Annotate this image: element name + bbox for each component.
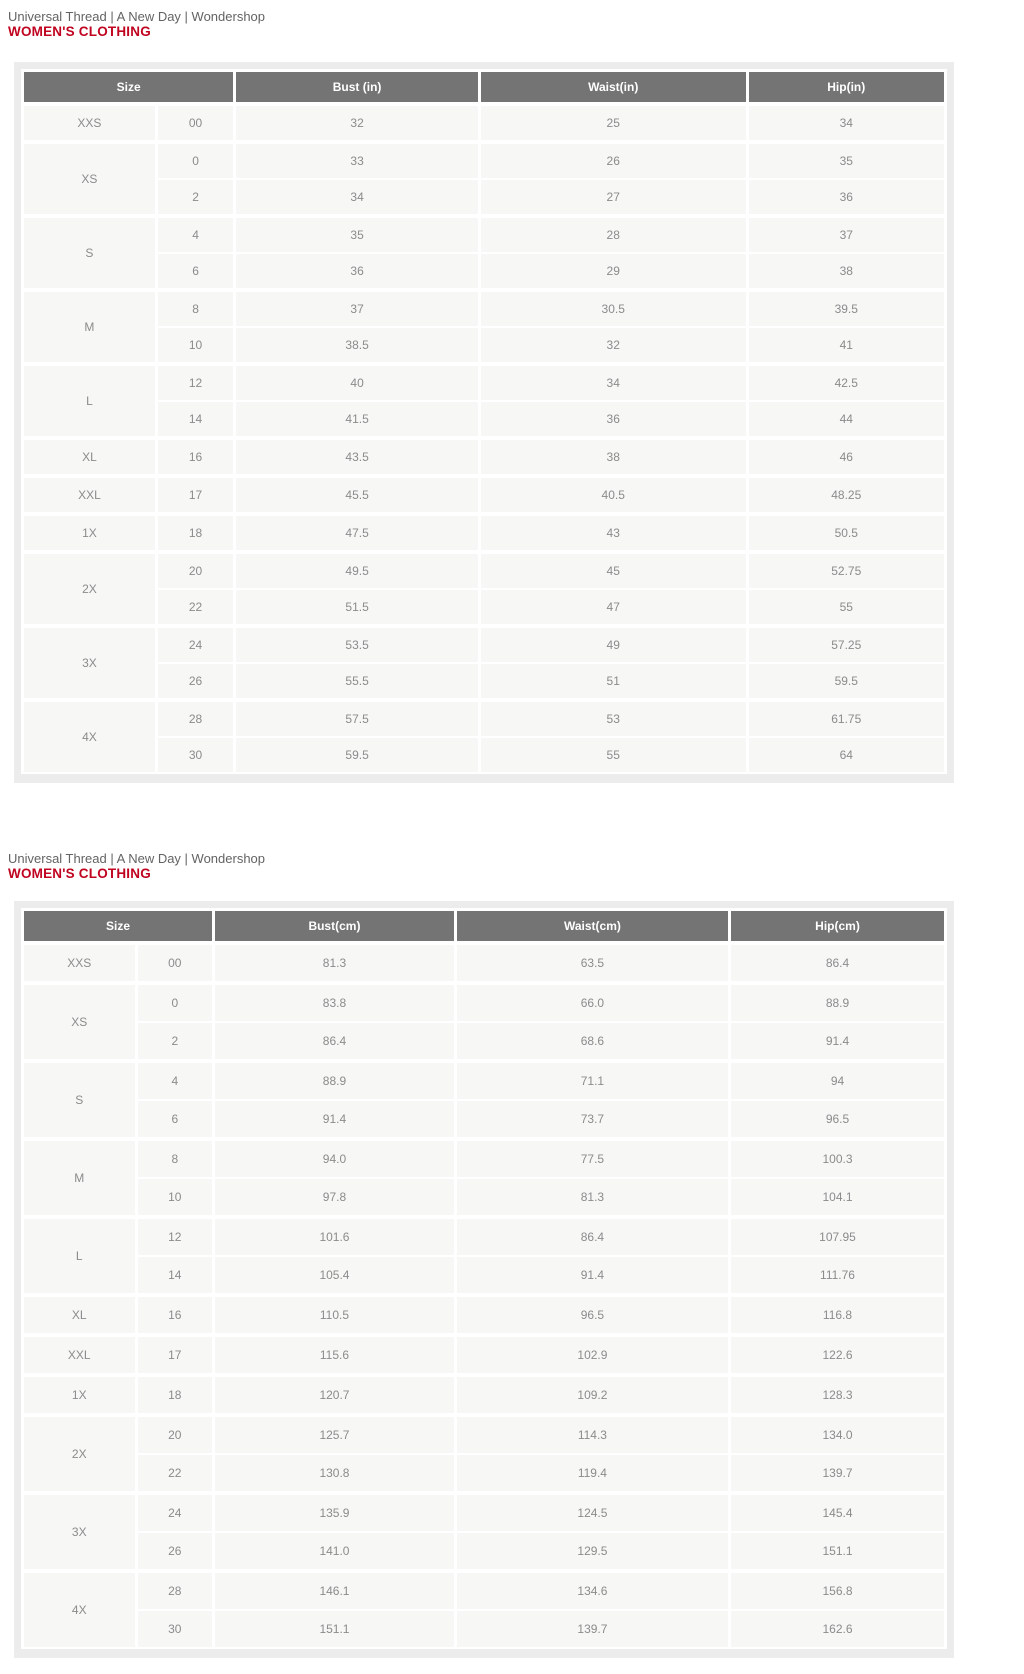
- size-chart-section-inches: [0, 0, 1024, 783]
- size-group-label: S: [23, 216, 157, 290]
- size-chart-panel-inches: [14, 62, 954, 783]
- hip-cell: 145.4: [729, 1493, 945, 1532]
- bust-cell: 37: [235, 290, 480, 327]
- hip-cell: 128.3: [729, 1375, 945, 1415]
- size-group-label: 3X: [23, 1493, 137, 1571]
- size-number-cell: 12: [136, 1217, 214, 1256]
- hip-cell: 52.75: [747, 552, 945, 589]
- table-row: [23, 626, 946, 663]
- waist-cell: 129.5: [455, 1532, 729, 1571]
- bust-cell: 97.8: [214, 1178, 456, 1217]
- table-row: [23, 253, 946, 290]
- table-row: [23, 1571, 946, 1610]
- table-header-row: [23, 71, 946, 105]
- waist-cell: 32: [479, 327, 747, 364]
- table-row: [23, 1256, 946, 1295]
- size-number-cell: 30: [156, 737, 234, 773]
- size-number-cell: 28: [136, 1571, 214, 1610]
- waist-cell: 102.9: [455, 1335, 729, 1375]
- hip-cell: 116.8: [729, 1295, 945, 1335]
- size-number-cell: 00: [136, 943, 214, 983]
- size-number-cell: 8: [136, 1139, 214, 1178]
- size-group-label: XXS: [23, 104, 157, 142]
- bust-cell: 120.7: [214, 1375, 456, 1415]
- size-number-cell: 26: [136, 1532, 214, 1571]
- hip-cell: 41: [747, 327, 945, 364]
- waist-cell: 51: [479, 663, 747, 700]
- hip-cell: 96.5: [729, 1100, 945, 1139]
- size-number-cell: 17: [156, 476, 234, 514]
- size-number-cell: 2: [136, 1022, 214, 1061]
- size-number-cell: 8: [156, 290, 234, 327]
- bust-cell: 47.5: [235, 514, 480, 552]
- size-number-cell: 22: [136, 1454, 214, 1493]
- size-group-label: M: [23, 1139, 137, 1217]
- waist-cell: 124.5: [455, 1493, 729, 1532]
- table-row: [23, 1335, 946, 1375]
- waist-cell: 114.3: [455, 1415, 729, 1454]
- bust-cell: 125.7: [214, 1415, 456, 1454]
- hip-cell: 122.6: [729, 1335, 945, 1375]
- bust-cell: 40: [235, 364, 480, 401]
- hip-cell: 39.5: [747, 290, 945, 327]
- table-row: [23, 1139, 946, 1178]
- waist-cell: 55: [479, 737, 747, 773]
- table-row: [23, 1415, 946, 1454]
- bust-column-header: Bust (in): [235, 71, 480, 105]
- hip-cell: 50.5: [747, 514, 945, 552]
- table-row: [23, 1454, 946, 1493]
- bust-cell: 55.5: [235, 663, 480, 700]
- bust-cell: 45.5: [235, 476, 480, 514]
- bust-cell: 146.1: [214, 1571, 456, 1610]
- waist-cell: 66.0: [455, 983, 729, 1022]
- size-number-cell: 16: [156, 438, 234, 476]
- table-row: [23, 1493, 946, 1532]
- hip-cell: 88.9: [729, 983, 945, 1022]
- waist-cell: 29: [479, 253, 747, 290]
- size-number-cell: 17: [136, 1335, 214, 1375]
- hip-cell: 55: [747, 589, 945, 626]
- waist-cell: 71.1: [455, 1061, 729, 1100]
- table-row: [23, 142, 946, 179]
- size-number-cell: 18: [156, 514, 234, 552]
- bust-cell: 88.9: [214, 1061, 456, 1100]
- hip-cell: 46: [747, 438, 945, 476]
- size-column-header: Size: [23, 71, 235, 105]
- size-number-cell: 2: [156, 179, 234, 216]
- waist-cell: 68.6: [455, 1022, 729, 1061]
- table-row: [23, 327, 946, 364]
- bust-cell: 115.6: [214, 1335, 456, 1375]
- brand-line: Universal Thread | A New Day | Wondershop: [8, 851, 266, 866]
- bust-cell: 36: [235, 253, 480, 290]
- table-row: [23, 1061, 946, 1100]
- category-title: WOMEN'S CLOTHING: [8, 24, 151, 39]
- table-row: [23, 1295, 946, 1335]
- size-chart-table-centimeters: [21, 908, 947, 1649]
- hip-column-header: Hip(cm): [729, 910, 945, 944]
- waist-cell: 49: [479, 626, 747, 663]
- size-group-label: L: [23, 364, 157, 438]
- table-row: [23, 1532, 946, 1571]
- table-row: [23, 700, 946, 737]
- waist-cell: 43: [479, 514, 747, 552]
- size-group-label: 1X: [23, 514, 157, 552]
- waist-cell: 26: [479, 142, 747, 179]
- bust-cell: 91.4: [214, 1100, 456, 1139]
- size-number-cell: 20: [136, 1415, 214, 1454]
- size-number-cell: 18: [136, 1375, 214, 1415]
- bust-cell: 101.6: [214, 1217, 456, 1256]
- size-group-label: 3X: [23, 626, 157, 700]
- table-row: [23, 1217, 946, 1256]
- bust-column-header: Bust(cm): [214, 910, 456, 944]
- table-row: [23, 364, 946, 401]
- hip-cell: 48.25: [747, 476, 945, 514]
- size-group-label: XXS: [23, 943, 137, 983]
- size-group-label: XL: [23, 1295, 137, 1335]
- waist-cell: 109.2: [455, 1375, 729, 1415]
- waist-cell: 77.5: [455, 1139, 729, 1178]
- hip-cell: 156.8: [729, 1571, 945, 1610]
- table-row: [23, 1100, 946, 1139]
- bust-cell: 43.5: [235, 438, 480, 476]
- size-group-label: L: [23, 1217, 137, 1295]
- bust-cell: 49.5: [235, 552, 480, 589]
- table-row: [23, 663, 946, 700]
- waist-cell: 63.5: [455, 943, 729, 983]
- size-number-cell: 24: [136, 1493, 214, 1532]
- bust-cell: 33: [235, 142, 480, 179]
- size-group-label: 1X: [23, 1375, 137, 1415]
- size-group-label: XXL: [23, 476, 157, 514]
- hip-cell: 139.7: [729, 1454, 945, 1493]
- waist-cell: 96.5: [455, 1295, 729, 1335]
- size-number-cell: 22: [156, 589, 234, 626]
- size-number-cell: 16: [136, 1295, 214, 1335]
- table-row: [23, 179, 946, 216]
- size-group-label: S: [23, 1061, 137, 1139]
- size-number-cell: 4: [136, 1061, 214, 1100]
- table-row: [23, 1022, 946, 1061]
- hip-cell: 44: [747, 401, 945, 438]
- hip-cell: 37: [747, 216, 945, 253]
- table-row: [23, 737, 946, 773]
- bust-cell: 59.5: [235, 737, 480, 773]
- waist-cell: 134.6: [455, 1571, 729, 1610]
- bust-cell: 38.5: [235, 327, 480, 364]
- waist-cell: 139.7: [455, 1610, 729, 1648]
- bust-cell: 34: [235, 179, 480, 216]
- bust-cell: 35: [235, 216, 480, 253]
- size-column-header: Size: [23, 910, 214, 944]
- waist-cell: 25: [479, 104, 747, 142]
- table-row: [23, 589, 946, 626]
- hip-cell: 100.3: [729, 1139, 945, 1178]
- bust-cell: 110.5: [214, 1295, 456, 1335]
- waist-column-header: Waist(cm): [455, 910, 729, 944]
- size-number-cell: 4: [156, 216, 234, 253]
- size-number-cell: 0: [136, 983, 214, 1022]
- section-heading: [8, 851, 1024, 882]
- bust-cell: 86.4: [214, 1022, 456, 1061]
- table-row: [23, 290, 946, 327]
- waist-cell: 73.7: [455, 1100, 729, 1139]
- hip-cell: 61.75: [747, 700, 945, 737]
- hip-cell: 162.6: [729, 1610, 945, 1648]
- size-number-cell: 10: [156, 327, 234, 364]
- hip-cell: 36: [747, 179, 945, 216]
- bust-cell: 41.5: [235, 401, 480, 438]
- waist-cell: 27: [479, 179, 747, 216]
- size-number-cell: 6: [136, 1100, 214, 1139]
- size-group-label: XL: [23, 438, 157, 476]
- waist-cell: 45: [479, 552, 747, 589]
- size-group-label: M: [23, 290, 157, 364]
- hip-cell: 57.25: [747, 626, 945, 663]
- table-row: [23, 514, 946, 552]
- size-number-cell: 14: [136, 1256, 214, 1295]
- waist-cell: 40.5: [479, 476, 747, 514]
- hip-cell: 34: [747, 104, 945, 142]
- waist-cell: 34: [479, 364, 747, 401]
- bust-cell: 81.3: [214, 943, 456, 983]
- waist-cell: 36: [479, 401, 747, 438]
- bust-cell: 105.4: [214, 1256, 456, 1295]
- size-group-label: XS: [23, 142, 157, 216]
- bust-cell: 94.0: [214, 1139, 456, 1178]
- hip-cell: 91.4: [729, 1022, 945, 1061]
- size-group-label: XXL: [23, 1335, 137, 1375]
- hip-cell: 59.5: [747, 663, 945, 700]
- size-number-cell: 14: [156, 401, 234, 438]
- hip-cell: 134.0: [729, 1415, 945, 1454]
- hip-column-header: Hip(in): [747, 71, 945, 105]
- hip-cell: 35: [747, 142, 945, 179]
- bust-cell: 130.8: [214, 1454, 456, 1493]
- size-number-cell: 30: [136, 1610, 214, 1648]
- table-row: [23, 943, 946, 983]
- table-row: [23, 552, 946, 589]
- waist-cell: 86.4: [455, 1217, 729, 1256]
- size-group-label: 4X: [23, 700, 157, 773]
- size-group-label: 2X: [23, 1415, 137, 1493]
- size-number-cell: 0: [156, 142, 234, 179]
- size-number-cell: 6: [156, 253, 234, 290]
- waist-cell: 119.4: [455, 1454, 729, 1493]
- hip-cell: 104.1: [729, 1178, 945, 1217]
- size-group-label: 4X: [23, 1571, 137, 1648]
- hip-cell: 38: [747, 253, 945, 290]
- hip-cell: 86.4: [729, 943, 945, 983]
- category-title: WOMEN'S CLOTHING: [8, 866, 151, 881]
- brand-line: Universal Thread | A New Day | Wondershop: [8, 9, 266, 24]
- waist-cell: 53: [479, 700, 747, 737]
- table-row: [23, 1610, 946, 1648]
- table-row: [23, 104, 946, 142]
- size-chart-panel-centimeters: [14, 901, 954, 1658]
- bust-cell: 83.8: [214, 983, 456, 1022]
- hip-cell: 107.95: [729, 1217, 945, 1256]
- waist-cell: 30.5: [479, 290, 747, 327]
- table-row: [23, 438, 946, 476]
- hip-cell: 111.76: [729, 1256, 945, 1295]
- waist-cell: 47: [479, 589, 747, 626]
- size-number-cell: 20: [156, 552, 234, 589]
- size-number-cell: 00: [156, 104, 234, 142]
- bust-cell: 57.5: [235, 700, 480, 737]
- hip-cell: 151.1: [729, 1532, 945, 1571]
- bust-cell: 135.9: [214, 1493, 456, 1532]
- waist-cell: 81.3: [455, 1178, 729, 1217]
- bust-cell: 141.0: [214, 1532, 456, 1571]
- table-row: [23, 216, 946, 253]
- section-heading: [8, 0, 1024, 40]
- size-number-cell: 28: [156, 700, 234, 737]
- table-header-row: [23, 910, 946, 944]
- bust-cell: 151.1: [214, 1610, 456, 1648]
- size-number-cell: 24: [156, 626, 234, 663]
- table-row: [23, 476, 946, 514]
- size-number-cell: 26: [156, 663, 234, 700]
- waist-cell: 38: [479, 438, 747, 476]
- size-number-cell: 10: [136, 1178, 214, 1217]
- table-row: [23, 1178, 946, 1217]
- waist-column-header: Waist(in): [479, 71, 747, 105]
- size-group-label: 2X: [23, 552, 157, 626]
- table-row: [23, 1375, 946, 1415]
- size-chart-section-centimeters: [0, 851, 1024, 1658]
- bust-cell: 53.5: [235, 626, 480, 663]
- table-row: [23, 401, 946, 438]
- size-number-cell: 12: [156, 364, 234, 401]
- waist-cell: 28: [479, 216, 747, 253]
- hip-cell: 94: [729, 1061, 945, 1100]
- bust-cell: 51.5: [235, 589, 480, 626]
- waist-cell: 91.4: [455, 1256, 729, 1295]
- bust-cell: 32: [235, 104, 480, 142]
- hip-cell: 42.5: [747, 364, 945, 401]
- size-group-label: XS: [23, 983, 137, 1061]
- hip-cell: 64: [747, 737, 945, 773]
- table-row: [23, 983, 946, 1022]
- size-chart-table-inches: [21, 69, 947, 774]
